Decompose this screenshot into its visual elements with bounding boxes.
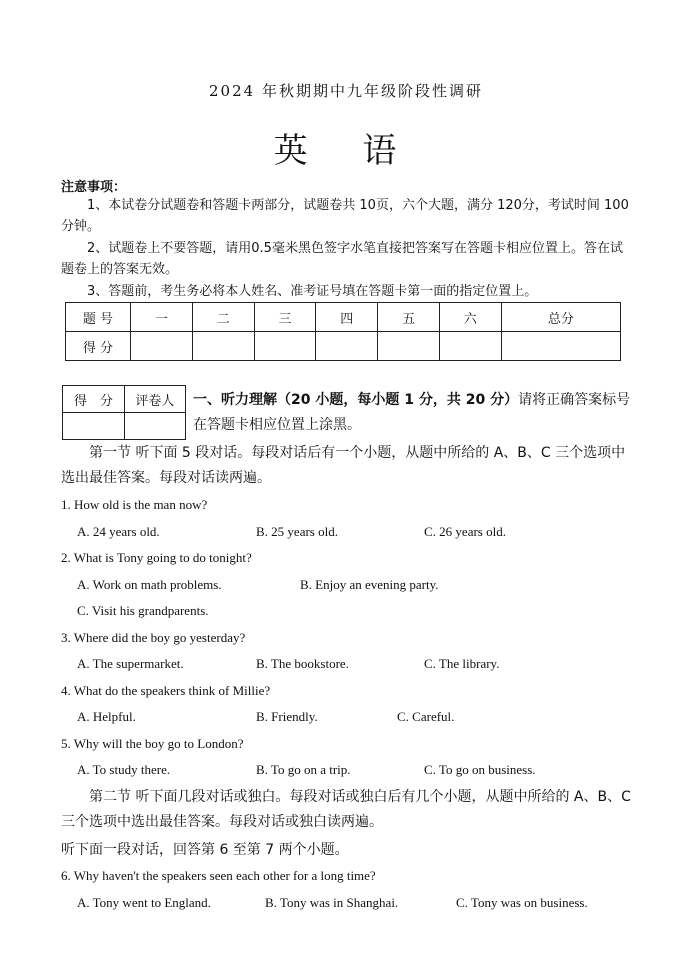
score-table-score-row (66, 332, 621, 361)
part2-note: 听下面一段对话，回答第 6 至第 7 两个小题。 (61, 842, 349, 858)
score-cell: 五 (378, 303, 440, 332)
question-stem: 1. How old is the man now? (61, 497, 208, 512)
note-item-2: 2、试题卷上不要答题，请用0.5毫米黑色签字水笔直接把答案写在答题卡相应位置上。答在试题卷上的答案无效。 (61, 241, 623, 277)
score-input-cell[interactable] (192, 332, 254, 361)
question-stem: 3. Where did the boy go yesterday? (61, 630, 246, 645)
score-input-cell[interactable] (131, 332, 193, 361)
question-stem: 6. Why haven't the speakers seen each other for a long time? (61, 868, 376, 883)
score-cell: 总分 (501, 303, 620, 332)
exam-title: 2024 年秋期期中九年级阶段性调研 (209, 82, 483, 100)
section-title: 一、听力理解（20 小题，每小题 1 分，共 20 分） (193, 392, 519, 408)
score-cell: 得 分 (66, 332, 131, 361)
grader-score-cell[interactable] (63, 413, 125, 440)
score-table-header-row (66, 303, 621, 332)
grader-name-label: 评卷人 (124, 386, 185, 413)
option-c: C. To go on business. (424, 762, 536, 777)
score-cell: 二 (192, 303, 254, 332)
note-item-1: 1、本试卷分试题卷和答题卡两部分，试题卷共 10页，六个大题，满分 120分，考试时间 100分钟。 (61, 198, 629, 234)
question-stem: 2. What is Tony going to do tonight? (61, 550, 252, 565)
section-instruction: 请将正确答案标号在答题卡相应位置上涂黑。 (193, 392, 631, 433)
option-b: B. To go on a trip. (256, 762, 351, 777)
note-item-3: 3、答题前，考生务必将本人姓名、准考证号填在答题卡第一面的指定位置上。 (87, 284, 538, 299)
option-a: A. Helpful. (77, 709, 136, 724)
option-b: B. The bookstore. (256, 656, 349, 671)
option-b: B. 25 years old. (256, 524, 338, 539)
option-a: A. The supermarket. (77, 656, 184, 671)
option-c: C. Careful. (397, 709, 455, 724)
score-cell: 一 (131, 303, 193, 332)
notes-heading: 注意事项： (61, 180, 127, 195)
score-cell: 六 (439, 303, 501, 332)
score-table (65, 302, 621, 361)
option-b: B. Tony was in Shanghai. (265, 895, 399, 910)
subject-title: 英 语 (273, 131, 419, 171)
option-a: A. To study there. (77, 762, 171, 777)
option-a: A. 24 years old. (77, 524, 160, 539)
option-b: B. Enjoy an evening party. (300, 577, 439, 592)
part2-instruction: 第二节 听下面几段对话或独白。每段对话或独白后有几个小题，从题中所给的 A、B、C 三个选项中选出最佳答案。每段对话或独白读两遍。 (61, 789, 631, 830)
score-input-cell[interactable] (439, 332, 501, 361)
question-stem: 4. What do the speakers think of Millie? (61, 683, 271, 698)
score-cell: 三 (254, 303, 316, 332)
score-cell: 题 号 (66, 303, 131, 332)
section-heading (193, 388, 633, 438)
score-cell: 四 (316, 303, 378, 332)
score-input-cell[interactable] (316, 332, 378, 361)
grader-score-label: 得 分 (63, 386, 125, 413)
option-b: B. Friendly. (256, 709, 318, 724)
score-input-cell[interactable] (254, 332, 316, 361)
score-input-cell[interactable] (501, 332, 620, 361)
part1-instruction: 第一节 听下面 5 段对话。每段对话后有一个小题，从题中所给的 A、B、C 三个选项中选出最佳答案。每段对话读两遍。 (61, 445, 626, 486)
option-a: A. Tony went to England. (77, 895, 211, 910)
option-c: C. Tony was on business. (456, 895, 588, 910)
grader-box (62, 385, 186, 440)
option-c: C. 26 years old. (424, 524, 506, 539)
question-stem: 5. Why will the boy go to London? (61, 736, 244, 751)
option-c: C. Visit his grandparents. (77, 603, 209, 618)
option-c: C. The library. (424, 656, 500, 671)
option-a: A. Work on math problems. (77, 577, 222, 592)
grader-name-cell[interactable] (124, 413, 185, 440)
score-input-cell[interactable] (378, 332, 440, 361)
